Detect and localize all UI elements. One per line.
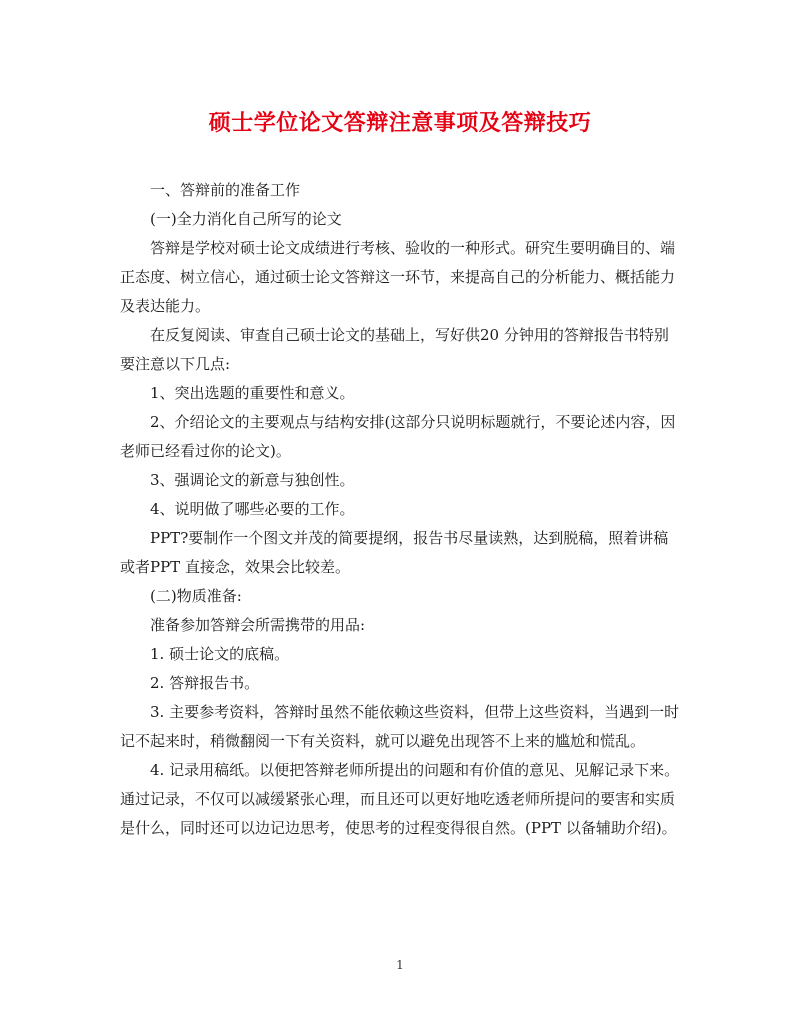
body-paragraph: 准备参加答辩会所需携带的用品: — [150, 616, 366, 634]
list-item: 4. 记录用稿纸。以便把答辩老师所提出的问题和有价值的意见、见解记录下来。通过记录，不仅可以减缓紧张心理，而且还可以更好地吃透老师所提问的要害和实质是什么，同时还可以边记边思考，使思考的过程变得很自然。(PPT 以备辅助介绍)。 — [120, 761, 680, 837]
subsection-heading-1: (一)全力消化自己所写的论文 — [150, 210, 342, 228]
section-heading-1: 一、答辩前的准备工作 — [150, 181, 301, 199]
list-item: 3、强调论文的新意与独创性。 — [150, 471, 355, 489]
list-item: 3. 主要参考资料，答辩时虽然不能依赖这些资料，但带上这些资料，当遇到一时记不起来时，稍微翻阅一下有关资料，就可以避免出现答不上来的尴尬和慌乱。 — [120, 703, 680, 750]
document-body — [120, 176, 680, 843]
body-paragraph: PPT?要制作一个图文并茂的简要提纲，报告书尽量读熟，达到脱稿，照着讲稿或者PPT 直接念，效果会比较差。 — [120, 529, 669, 576]
list-item: 1、突出选题的重要性和意义。 — [150, 384, 355, 402]
list-item: 2. 答辩报告书。 — [150, 674, 260, 692]
document-title: 硕士学位论文答辩注意事项及答辩技巧 — [208, 110, 592, 136]
body-paragraph: 在反复阅读、审查自己硕士论文的基础上，写好供20 分钟用的答辩报告书特别要注意以下几点: — [120, 326, 669, 373]
page-number: 1 — [396, 958, 404, 972]
list-item: 1. 硕士论文的底稿。 — [150, 645, 290, 663]
list-item: 2、介绍论文的主要观点与结构安排(这部分只说明标题就行，不要论述内容，因老师已经看过你的论文)。 — [120, 413, 676, 460]
list-item: 4、说明做了哪些必要的工作。 — [150, 500, 355, 518]
subsection-heading-2: (二)物质准备: — [150, 587, 242, 605]
body-paragraph: 答辩是学校对硕士论文成绩进行考核、验收的一种形式。研究生要明确目的、端正态度、树立信心，通过硕士论文答辩这一环节，来提高自己的分析能力、概括能力及表达能力。 — [120, 239, 676, 315]
